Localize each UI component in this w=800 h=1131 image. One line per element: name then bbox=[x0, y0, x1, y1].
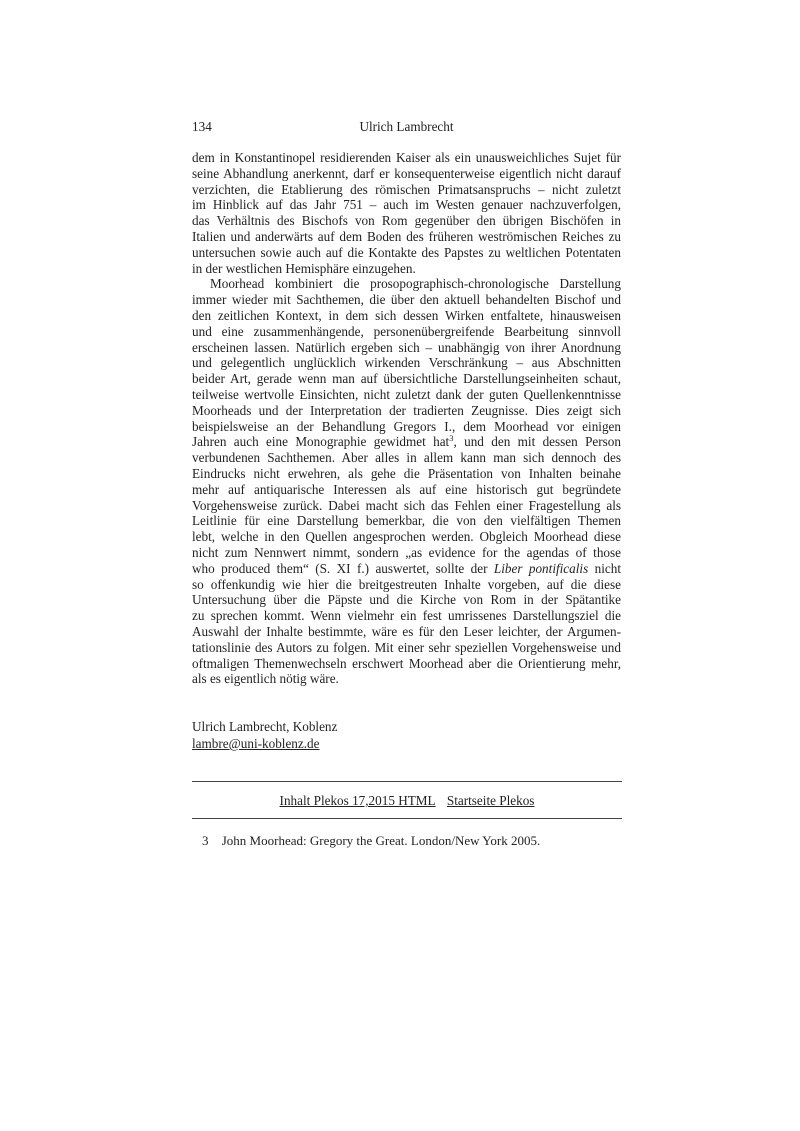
author-name: Ulrich Lambrecht, Koblenz bbox=[192, 719, 338, 734]
text-line: nicht zum Nennwert nimmt, sondern „as evidence for the agendas of those bbox=[192, 544, 621, 560]
running-header bbox=[192, 119, 621, 135]
footnote-text: John Moorhead: Gregory the Great. London/New York 2005. bbox=[221, 833, 541, 848]
paragraph-1 bbox=[192, 150, 621, 276]
page-number: 134 bbox=[192, 119, 212, 134]
text-line: so offenkundig wie hier die breitgestreuten Inhalte vorgeben, auf die diese bbox=[192, 576, 621, 592]
paragraph-2 bbox=[192, 276, 621, 687]
text-line: teilweise wertvolle Einsichten, nicht zuletzt dank der guten Quellenkenntnisse bbox=[192, 386, 621, 402]
text-segment: Jahren auch eine Monographie gewidmet hat bbox=[192, 434, 450, 450]
text-line bbox=[192, 434, 621, 450]
text-line: Moorheads und der Interpretation der tradierten Zeugnisse. Dies zeigt sich bbox=[192, 402, 621, 418]
text-line: Eindrucks nicht erwehren, als gehe die Präsentation von Inhalten beinahe bbox=[192, 465, 621, 481]
author-email-link[interactable]: lambre@uni-koblenz.de bbox=[192, 736, 320, 751]
text-line: Leitlinie für eine Darstellung bemerkbar, die von den vielfältigen Themen bbox=[192, 513, 621, 529]
text-line: und eine zusammenhängende, personenübergreifende Bearbeitung sinnvoll bbox=[192, 323, 621, 339]
text-line: erscheinen lassen. Natürlich ergeben sich – unabhängig von ihrer Anordnung bbox=[192, 339, 621, 355]
footnote bbox=[202, 832, 540, 849]
text-line: Moorhead kombiniert die prosopographisch-chronologische Darstellung bbox=[210, 276, 621, 292]
text-line: als es eigentlich nötig wäre. bbox=[192, 671, 339, 687]
text-line: untersuchen sowie auch auf die Kontakte des Papstes zu weltlichen Potentaten bbox=[192, 244, 621, 260]
contents-link[interactable]: Inhalt Plekos 17,2015 HTML bbox=[279, 793, 436, 808]
text-line: und gelegentlich unglücklich wirkenden Verschränkung – aus Abschnitten bbox=[192, 355, 621, 371]
text-line: tationslinie des Autors zu folgen. Mit einer sehr speziellen Vorgehensweise und bbox=[192, 639, 621, 655]
text-line bbox=[192, 561, 621, 577]
nav-links bbox=[192, 792, 622, 809]
text-line: Auswahl der Inhalte bestimmte, wäre es für den Leser leichter, der Argumen- bbox=[192, 623, 621, 639]
home-link[interactable]: Startseite Plekos bbox=[446, 793, 535, 808]
divider bbox=[192, 818, 622, 819]
divider bbox=[192, 781, 622, 782]
text-line: lebt, welche in den Quellen angesprochen werden. Obgleich Moorhead diese bbox=[192, 529, 621, 545]
text-line: verzichten, die Etablierung des römischen Primatsanspruchs – nicht zuletzt bbox=[192, 181, 621, 197]
text-line: beispielsweise an der Behandlung Gregors I., dem Moorhead vor einigen bbox=[192, 418, 621, 434]
text-line: den zeitlichen Kontext, in dem sich dessen Wirken entfaltete, hinausweisen bbox=[192, 307, 621, 323]
text-line: verbundenen Sachthemen. Aber alles in allem kann man sich dennoch des bbox=[192, 450, 621, 466]
italic-title: Liber pontificalis bbox=[493, 560, 589, 576]
text-segment: nicht bbox=[594, 560, 621, 576]
signature bbox=[192, 718, 337, 752]
footnote-ref[interactable]: 3 bbox=[449, 433, 454, 444]
text-line: immer wieder mit Sachthemen, die über den aktuell behandelten Bischof und bbox=[192, 292, 621, 308]
running-title: Ulrich Lambrecht bbox=[359, 119, 454, 134]
text-line: Vorgehensweise zurück. Dabei macht sich das Fehlen einer Fragestellung als bbox=[192, 497, 621, 513]
text-line: Italien und anderwärts auf dem Boden des früheren weströmischen Reiches zu bbox=[192, 228, 621, 244]
text-segment: , und den mit dessen Person bbox=[453, 434, 621, 450]
text-line: Untersuchung über die Päpste und die Kirche von Rom in der Spätantike bbox=[192, 592, 621, 608]
text-line: seine Abhandlung anerkennt, darf er konsequenterweise eigentlich nicht darauf bbox=[192, 165, 621, 181]
footnote-number: 3 bbox=[202, 833, 209, 848]
text-line: oftmaligen Themenwechseln erschwert Moorhead aber die Orientierung mehr, bbox=[192, 655, 621, 671]
text-line: beider Art, gerade wenn man auf übersichtliche Darstellungseinheiten schaut, bbox=[192, 371, 621, 387]
text-line: in der westlichen Hemisphäre einzugehen. bbox=[192, 260, 416, 276]
body-text bbox=[192, 150, 621, 687]
text-line: das Verhältnis des Bischofs von Rom gegenüber den übrigen Bischöfen in bbox=[192, 213, 621, 229]
text-line: mehr auf antiquarische Interessen als auf eine historisch gut begründete bbox=[192, 481, 621, 497]
text-line: im Hinblick auf das Jahr 751 – auch im Westen genauer nachzuverfolgen, bbox=[192, 197, 621, 213]
text-segment: who produced them“ (S. XI f.) auswertet, sollte der bbox=[192, 560, 488, 576]
text-line: dem in Konstantinopel residierenden Kaiser als ein unausweichliches Sujet für bbox=[192, 150, 621, 165]
text-line: zu sprechen kommt. Wenn vielmehr ein fest umrissenes Darstellungsziel die bbox=[192, 608, 621, 624]
